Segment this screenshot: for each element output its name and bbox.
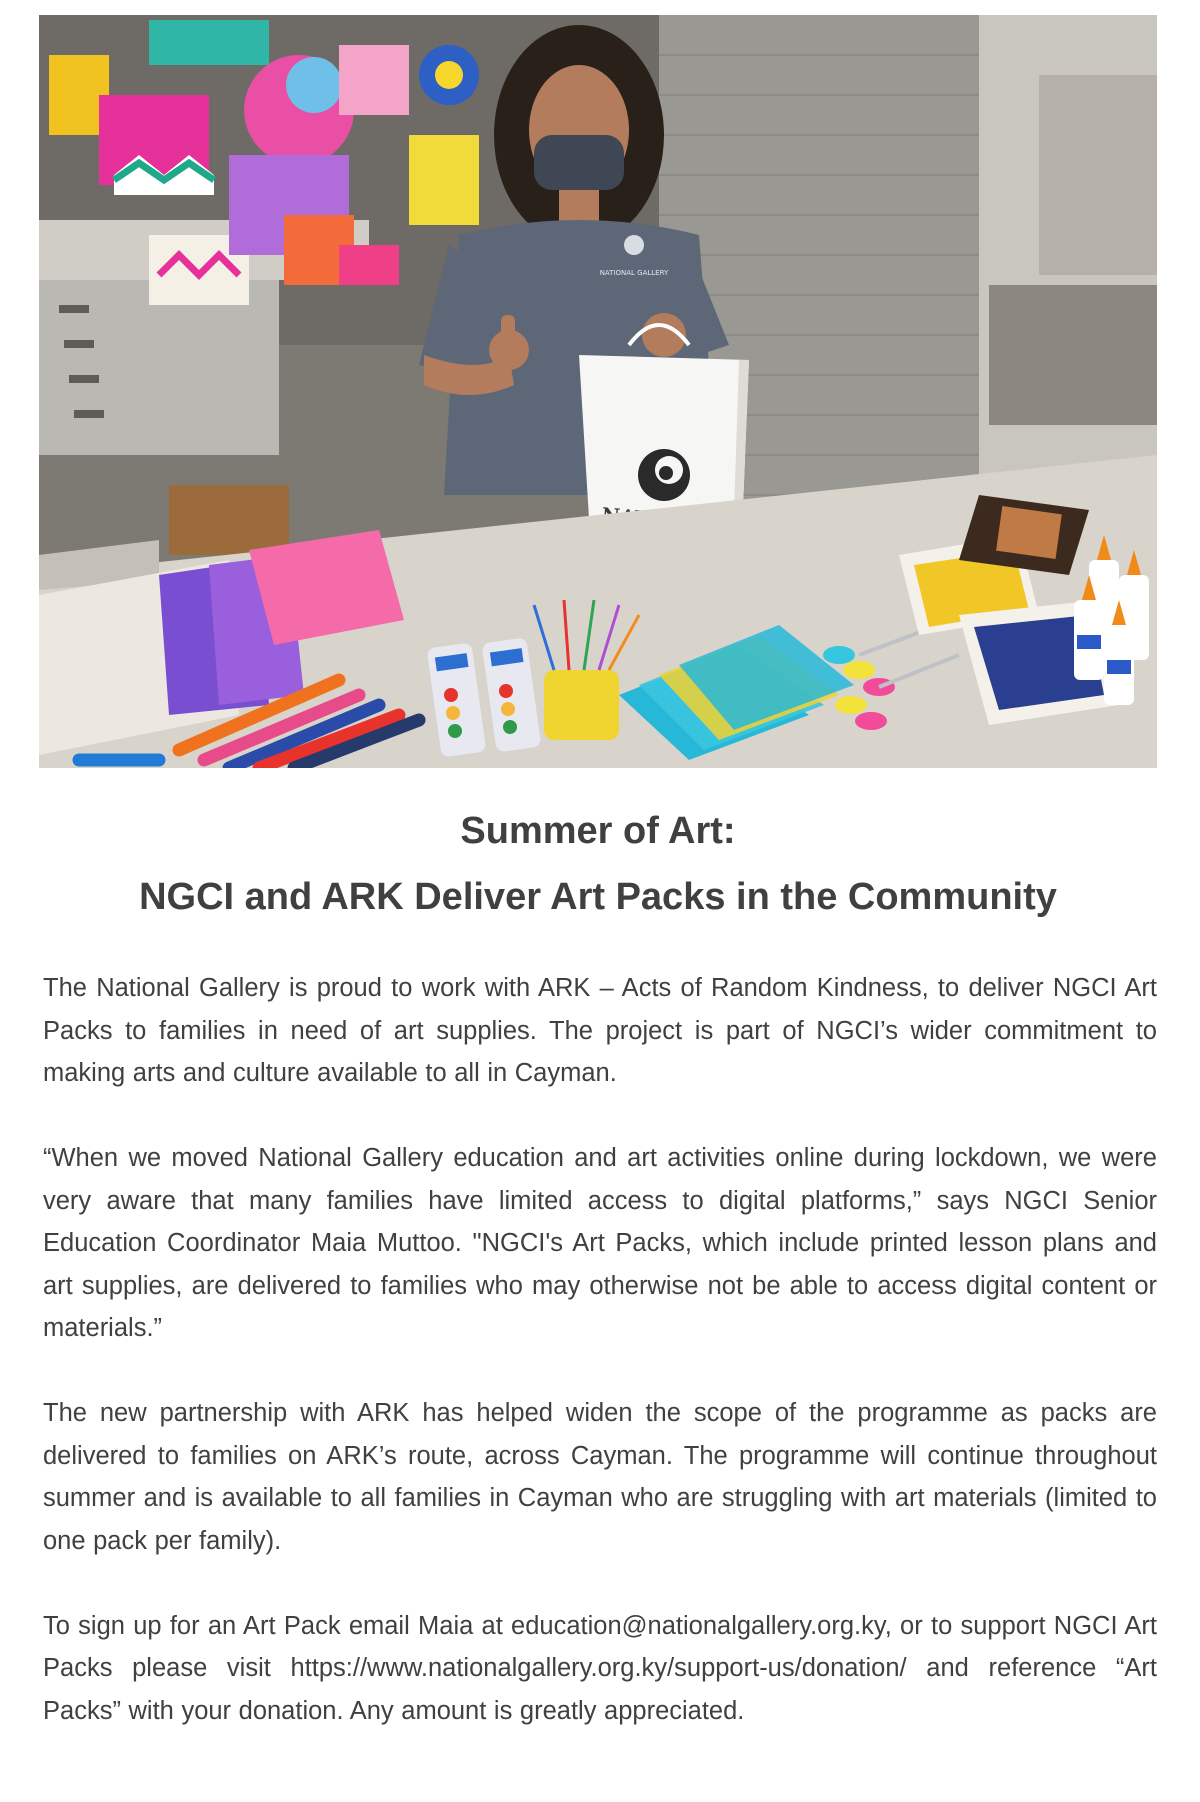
paragraph-signup: To sign up for an Art Pack email Maia at education@nationalgallery.org.ky, or to support NGCI Art Packs please visit https://www.nationalgallery.org.ky/support-us/donation/ and reference “Art Packs” with your donation. Any amount is greatly appreciated. [43, 1611, 1157, 1725]
shirt-logo-text: NATIONAL GALLERY [599, 269, 669, 277]
article-body [43, 967, 1157, 1775]
headline-line-2: NGCI and ARK Deliver Art Packs in the Community [139, 876, 1057, 918]
headline-line-1: Summer of Art: [460, 810, 736, 852]
article-headline [39, 798, 1157, 930]
paragraph-quote: “When we moved National Gallery education and art activities online during lockdown, we were very aware that many families have limited access to digital platforms,” says NGCI Senior Education Coordinator Maia Muttoo. "NGCI's Art Packs, which include printed lesson plans and art supplies, are delivered to families who may otherwise not be able to access digital content or materials.” [43, 1144, 1157, 1342]
hero-photo [39, 15, 1157, 768]
photo-illustration [39, 15, 1157, 768]
paragraph-partnership: The new partnership with ARK has helped widen the scope of the programme as packs are delivered to families on ARK’s route, across Cayman. The programme will continue throughout summer and is available to all families in Cayman who are struggling with art materials (limited to one pack per family). [43, 1399, 1157, 1555]
paragraph-intro: The National Gallery is proud to work with ARK – Acts of Random Kindness, to deliver NGCI Art Packs to families in need of art supplies. The project is part of NGCI’s wider commitment to making arts and culture available to all in Cayman. [43, 974, 1157, 1087]
